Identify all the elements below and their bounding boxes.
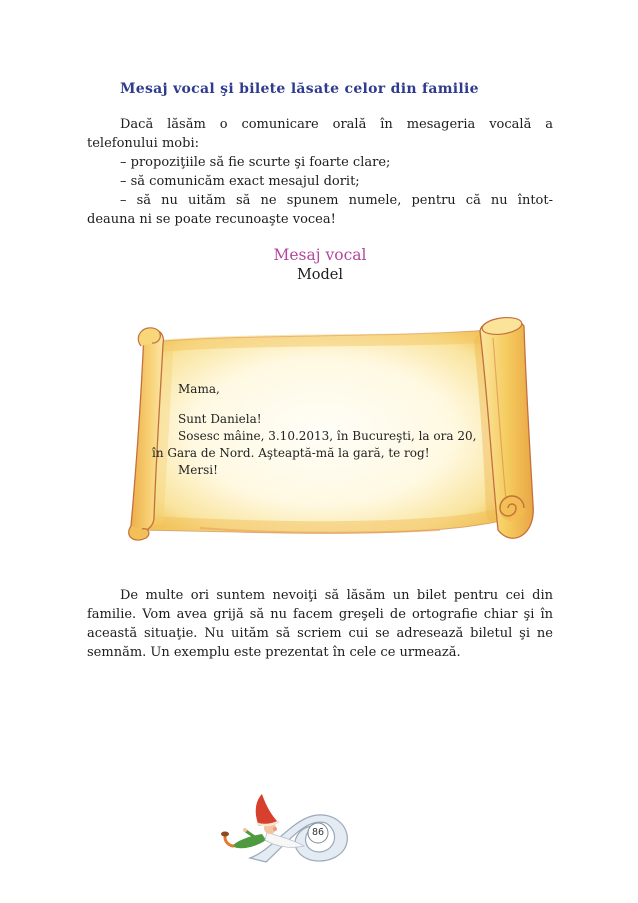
paragraph-line: De multe ori suntem nevoiţi să lăsăm un bilet pentru cei din (120, 588, 553, 603)
gnome-body (232, 834, 266, 848)
message-signoff: Mersi! (178, 463, 218, 477)
list-item: – propoziţiile să fie scurte şi foarte clare; (120, 155, 391, 170)
list-item: – să nu uităm să ne spunem numele, pentru că nu întot- (120, 193, 553, 208)
example-title: Mesaj vocal (273, 246, 367, 264)
message-greeting: Mama, (178, 382, 220, 396)
paragraph-line: semnăm. Un exemplu este prezentat în cele ce urmează. (87, 645, 461, 660)
message-line: Sunt Daniela! (178, 412, 262, 426)
paragraph-line: telefonului mobi: (87, 136, 199, 151)
gnome-illustration (215, 790, 365, 875)
section-heading: Mesaj vocal şi bilete lăsate celor din familie (120, 81, 479, 97)
paragraph-line: această situaţie. Nu uităm să scriem cui se adresează biletul şi ne (87, 626, 553, 641)
list-item-continuation: deauna ni se poate recunoaşte vocea! (87, 212, 336, 227)
example-subtitle: Model (296, 267, 344, 283)
page-number: 86 (311, 827, 325, 838)
paragraph-line: Dacă lăsăm o comunicare orală în mesageria vocală a (120, 117, 553, 132)
list-item: – să comunicăm exact mesajul dorit; (120, 174, 360, 189)
paragraph-line: familie. Vom avea grijă să nu facem greşeli de ortografie chiar şi în (87, 607, 553, 622)
message-line: în Gara de Nord. Aşteaptă-mă la gară, te rog! (152, 446, 430, 460)
gnome-hat (256, 794, 278, 826)
message-line: Sosesc mâine, 3.10.2013, în Bucureşti, la ora 20, (178, 429, 477, 443)
